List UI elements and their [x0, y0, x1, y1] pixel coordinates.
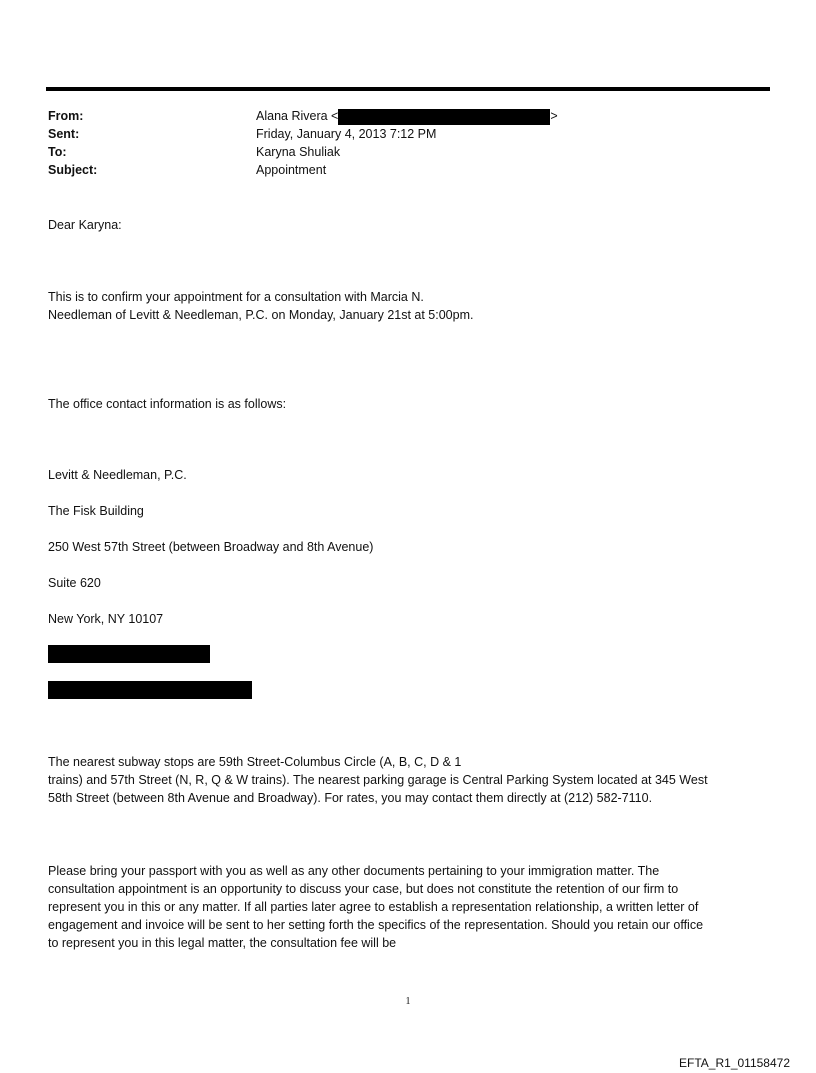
subway-paragraph: The nearest subway stops are 59th Street-Columbus Circle (A, B, C, D & 1 trains) and 57th Street (N, R, Q & W trains). The nearest parking garage is Central Parking System located at 345 West 58th Street (between 8th Avenue and Broadway). For rates, you may contact them directly at (212) 582-7110.: [48, 755, 708, 805]
address-suite: Suite 620: [48, 576, 101, 590]
from-label: From:: [48, 109, 84, 123]
address-city: New York, NY 10107: [48, 612, 164, 626]
page-number: 1: [405, 996, 411, 1007]
to-value: Karyna Shuliak: [256, 145, 341, 159]
address-firm: Levitt & Needleman, P.C.: [48, 468, 187, 482]
to-row: [48, 143, 772, 161]
passport-paragraph: Please bring your passport with you as well as any other documents pertaining to your immigration matter. The consultation appointment is an opportunity to discuss your case, but does not constitute the retention of our firm to represent you in this or any matter. If all parties later agree to establish a representation relationship, a written letter of engagement and invoice will be sent to her setting forth the specifics of the representation. Should you retain our office to represent you in this legal matter, the consultation fee will be: [48, 864, 704, 950]
redacted-fax: [48, 681, 252, 699]
sent-label: Sent:: [48, 127, 80, 141]
address-street: 250 West 57th Street (between Broadway and 8th Avenue): [48, 540, 374, 554]
to-label: To:: [48, 145, 67, 159]
subject-row: [48, 161, 772, 179]
sent-row: [48, 125, 772, 143]
redacted-phone: [48, 645, 210, 663]
contact-intro: The office contact information is as follows:: [48, 397, 287, 411]
redacted-email: [338, 109, 550, 125]
confirm-paragraph: This is to confirm your appointment for a consultation with Marcia N. Needleman of Levitt & Needleman, P.C. on Monday, January 21st at 5:00pm.: [48, 290, 474, 322]
greeting: Dear Karyna:: [48, 218, 122, 232]
from-value: Alana Rivera < >: [256, 109, 558, 123]
from-row: [48, 107, 772, 125]
header-rule: [46, 87, 770, 91]
address-building: The Fisk Building: [48, 504, 144, 518]
subject-label: Subject:: [48, 163, 98, 177]
sent-value: Friday, January 4, 2013 7:12 PM: [256, 127, 437, 141]
subject-value: Appointment: [256, 163, 327, 177]
bates-number: EFTA_R1_01158472: [679, 1056, 790, 1070]
